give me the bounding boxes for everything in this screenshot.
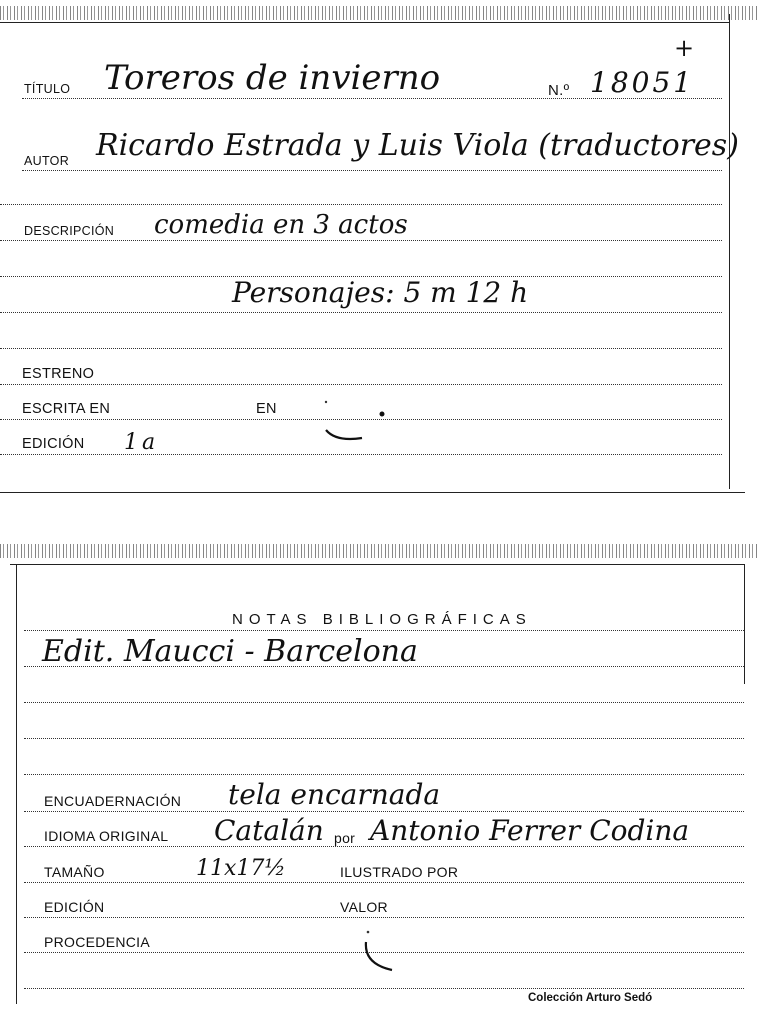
scan-edge-noise [0, 544, 759, 558]
idioma-label: IDIOMA ORIGINAL [44, 828, 169, 844]
por-value: Antonio Ferrer Codina [370, 814, 690, 847]
notas-line-5 [24, 774, 744, 775]
en-label: EN [256, 401, 277, 417]
notas-value: Edit. Maucci - Barcelona [42, 634, 418, 669]
por-label: por [334, 830, 356, 846]
blank-line-3 [0, 312, 722, 313]
personajes-value: Personajes: 5 m 12 h [232, 276, 529, 309]
plus-mark: + [674, 34, 695, 62]
descripcion-line [0, 240, 722, 241]
estreno-label: ESTRENO [22, 366, 95, 382]
idioma-line [24, 846, 744, 847]
numero-value: 18051 [590, 66, 695, 99]
descripcion-label: DESCRIPCIÓN [24, 224, 115, 238]
notas-heading: NOTAS BIBLIOGRÁFICAS [232, 611, 532, 628]
card-top-border [0, 22, 730, 23]
edicion2-line [24, 917, 744, 918]
notas-line-3 [24, 702, 744, 703]
bottom-line [24, 988, 744, 989]
pencil-mark [352, 928, 422, 978]
autor-label: AUTOR [24, 154, 70, 168]
idioma-value: Catalán [214, 814, 324, 847]
edicion-line [0, 454, 722, 455]
notas-line-2 [24, 666, 744, 667]
numero-label: N.º [548, 82, 570, 99]
notas-line-1 [24, 630, 744, 631]
autor-value: Ricardo Estrada y Luis Viola (traductores) [96, 128, 739, 163]
estreno-line [0, 384, 722, 385]
scan-edge-noise [0, 6, 759, 20]
descripcion-value: comedia en 3 actos [154, 210, 408, 240]
notas-line-4 [24, 738, 744, 739]
edicion-value: 1a [124, 430, 160, 455]
tamano-line [24, 882, 744, 883]
blank-line-1 [0, 204, 722, 205]
encuadernacion-label: ENCUADERNACIÓN [44, 793, 182, 809]
edicion2-label: EDICIÓN [44, 899, 105, 915]
titulo-value: Toreros de invierno [104, 58, 441, 98]
card-top-border [10, 564, 745, 565]
blank-line-4 [0, 348, 722, 349]
catalog-card-back [0, 530, 759, 1028]
edicion-label: EDICIÓN [22, 436, 85, 452]
autor-line [22, 170, 722, 171]
pencil-mark [316, 398, 396, 448]
catalog-card-front [0, 0, 759, 495]
escrita-en-label: ESCRITA EN [22, 401, 111, 417]
tamano-value: 11x17½ [196, 856, 286, 881]
card-right-border [744, 564, 745, 684]
valor-label: VALOR [340, 899, 388, 915]
card-bottom-border [0, 492, 745, 493]
tamano-label: TAMAÑO [44, 864, 105, 880]
card-right-border [729, 14, 730, 489]
collection-footer: Colección Arturo Sedó [528, 992, 653, 1004]
encuadernacion-line [24, 811, 744, 812]
procedencia-label: PROCEDENCIA [44, 934, 150, 950]
encuadernacion-value: tela encarnada [228, 778, 441, 811]
ilustrado-label: ILUSTRADO POR [340, 864, 459, 880]
card-left-border [16, 564, 17, 1004]
titulo-label: TÍTULO [24, 82, 71, 96]
